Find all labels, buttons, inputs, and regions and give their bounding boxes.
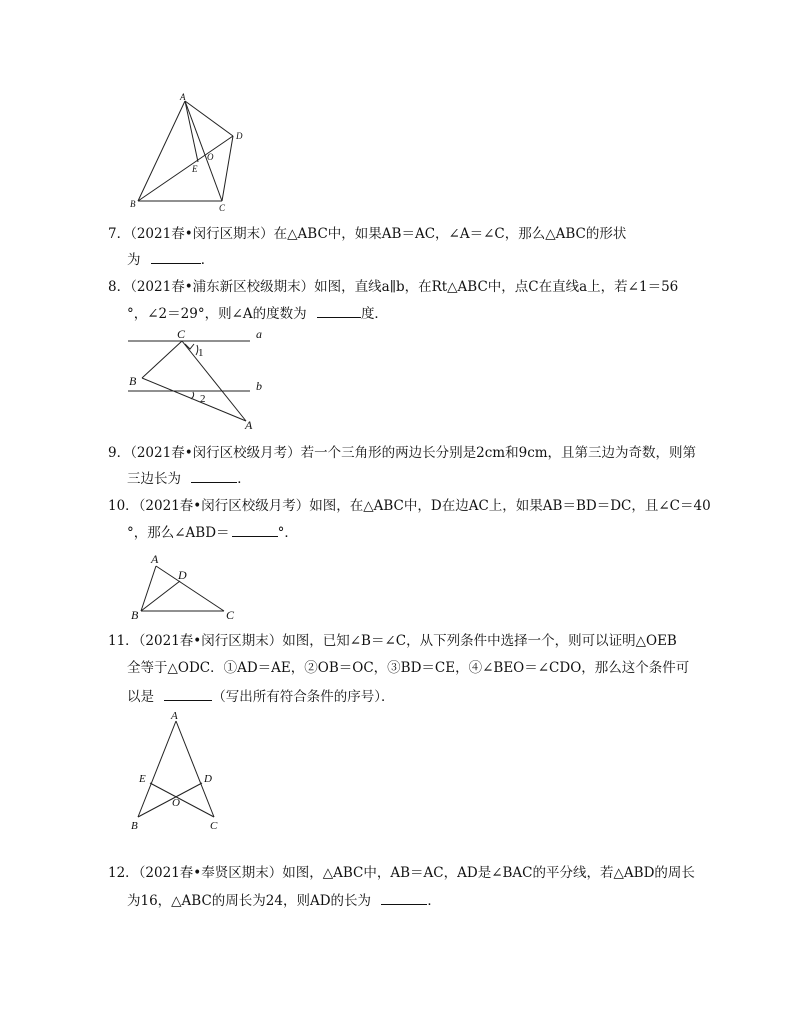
q9-text-pre: 三边长为 xyxy=(127,471,181,487)
q10-line1: 10．（2021春•闵行区校级月考）如图，在△ABC中，D在边AC上，如果AB＝BD＝DC，且∠C＝40 xyxy=(108,498,711,514)
label-1: 1 xyxy=(198,347,204,359)
q12-line1: 12．（2021春•奉贤区期末）如图，△ABC中，AB＝AC，AD是∠BAC的平分线，若△ABD的周长 xyxy=(108,865,695,881)
label-D: D xyxy=(236,131,243,141)
q9-line1: 9．（2021春•闵行区校级月考）若一个三角形的两边长分别是2cm和9cm，且第三边为奇数，则第 xyxy=(108,445,697,461)
label-2: 2 xyxy=(200,393,206,405)
label-E: E xyxy=(192,164,198,174)
label-B: B xyxy=(131,608,139,620)
label-D: D xyxy=(204,773,212,785)
q11-answer-blank[interactable] xyxy=(164,686,212,701)
q10-line2 xyxy=(127,522,298,543)
q8-answer-blank[interactable] xyxy=(317,303,361,318)
figure-parallel-lines-triangle xyxy=(125,325,270,430)
label-a: a xyxy=(256,327,262,341)
label-B: B xyxy=(131,820,138,832)
q7-line1: 7．（2021春•闵行区期末）在△ABC中，如果AB＝AC，∠A＝∠C，那么△ABC的形状 xyxy=(108,226,627,242)
q10-answer-blank[interactable] xyxy=(232,522,278,537)
label-C: C xyxy=(177,327,186,341)
label-A: A xyxy=(245,418,253,430)
label-C: C xyxy=(226,608,235,620)
q8-line1: 8．（2021春•浦东新区校级期末）如图，直线a∥b，在Rt△ABC中，点C在直线a上，若∠1＝56 xyxy=(108,279,679,295)
label-C: C xyxy=(210,820,218,832)
q9-text-post: ． xyxy=(237,471,251,487)
label-O: O xyxy=(207,152,214,162)
q7-answer-blank[interactable] xyxy=(151,249,201,264)
q12-answer-blank[interactable] xyxy=(381,890,427,905)
label-b: b xyxy=(256,379,262,393)
q11-line3 xyxy=(127,686,395,707)
q8-text-pre: °，∠2＝29°，则∠A的度数为 xyxy=(127,306,307,322)
label-A: A xyxy=(151,552,159,566)
q11-text-pre: 以是 xyxy=(127,689,154,705)
figure-isosceles-abc-eo xyxy=(125,705,230,835)
q7-text-pre: 为 xyxy=(127,252,141,268)
label-C: C xyxy=(219,203,226,213)
q9-line2 xyxy=(127,468,251,489)
q11-text-post: （写出所有符合条件的序号）． xyxy=(212,689,395,705)
label-D: D xyxy=(178,568,187,582)
q7-line2 xyxy=(127,249,214,270)
q9-answer-blank[interactable] xyxy=(191,468,237,483)
label-B: B xyxy=(130,199,136,209)
q12-text-pre: 为16，△ABC的周长为24，则AD的长为 xyxy=(127,893,372,909)
q11-line2: 全等于△ODC．①AD＝AE，②OB＝OC，③BD＝CE，④∠BEO＝∠CDO，那么这个条件可 xyxy=(127,660,690,676)
q12-line2 xyxy=(127,890,441,911)
q7-text-post: ． xyxy=(200,252,215,268)
q10-text-pre: °，那么∠ABD＝ xyxy=(127,525,230,541)
q12-text-post: ． xyxy=(427,893,441,909)
label-E: E xyxy=(139,773,146,785)
label-A: A xyxy=(180,92,186,102)
label-O: O xyxy=(172,797,180,809)
figure-triangle-abc-d xyxy=(125,548,245,620)
figure-quadrilateral-abcd xyxy=(125,90,265,215)
q10-text-post: °． xyxy=(277,525,298,541)
q8-line2 xyxy=(127,303,388,324)
q8-text-post: 度． xyxy=(360,306,388,322)
label-A: A xyxy=(171,710,178,722)
label-B: B xyxy=(129,374,137,388)
q11-line1: 11．（2021春•闵行区期末）如图，已知∠B＝∠C，从下列条件中选择一个，则可以证明△OEB xyxy=(108,633,677,649)
